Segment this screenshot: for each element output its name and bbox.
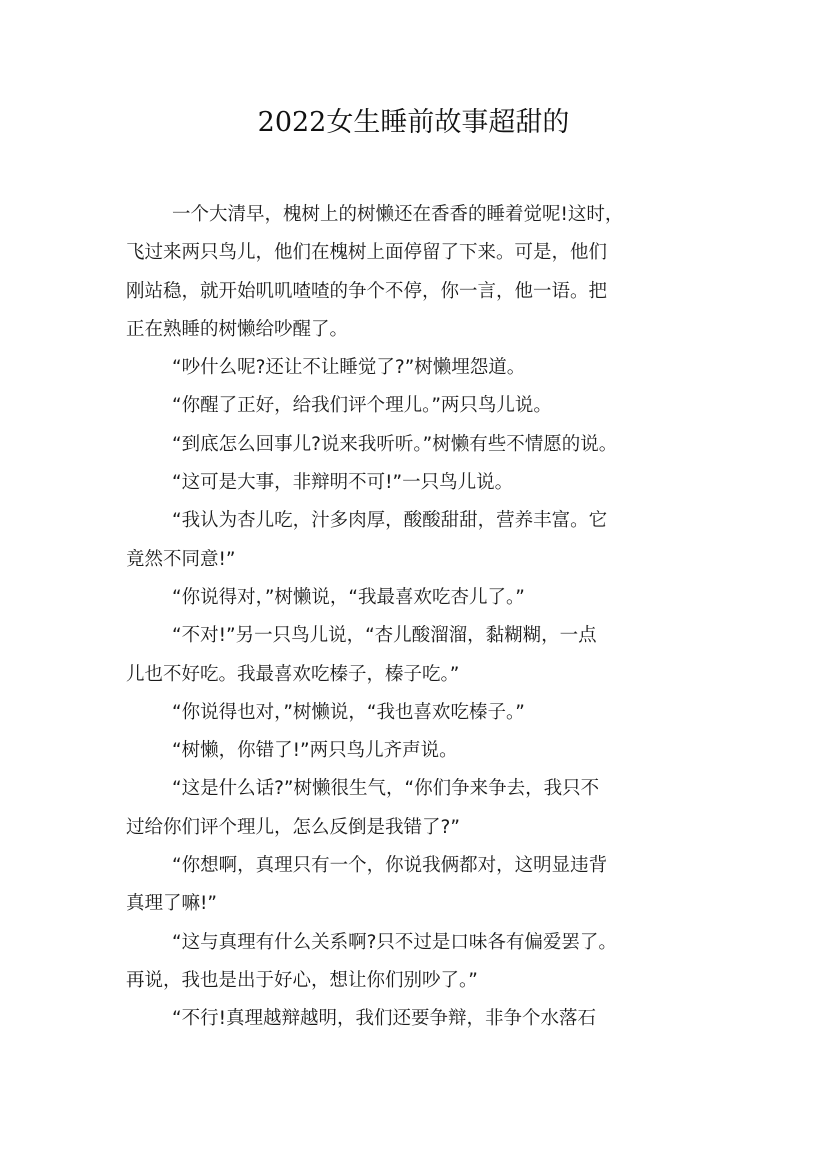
- text-line: 过给你们评个理儿，怎么反倒是我错了?”: [126, 816, 460, 838]
- text-line: “吵什么呢?还让不让睡觉了?”树懒埋怨道。: [172, 357, 526, 379]
- text-line: “你说得对，”树懒说，“我最喜欢吃杏儿了。”: [172, 586, 525, 608]
- text-line: 真理了嘛!”: [126, 893, 218, 915]
- text-line: 刚站稳，就开始叽叽喳喳的争个不停，你一言，他一语。把: [126, 280, 608, 302]
- story-body: [126, 196, 726, 1039]
- text-line: “不行!真理越辩越明，我们还要争辩，非争个水落石: [172, 1008, 597, 1030]
- text-line: “你想啊，真理只有一个，你说我俩都对，这明显违背: [172, 855, 608, 877]
- text-line: “我认为杏儿吃，汁多肉厚，酸酸甜甜，营养丰富。它: [172, 510, 608, 532]
- text-line: “到底怎么回事儿?说来我听听。”树懒有些不情愿的说。: [172, 433, 618, 455]
- text-line: “你醒了正好，给我们评个理儿。”两只鸟儿说。: [172, 395, 552, 417]
- text-line: 再说，我也是出于好心，想让你们别吵了。”: [126, 969, 478, 991]
- text-line: “这与真理有什么关系啊?只不过是口味各有偏爱罢了。: [172, 931, 617, 953]
- text-line: “不对!”另一只鸟儿说，“杏儿酸溜溜，黏糊糊，一点: [172, 625, 597, 647]
- text-line: “树懒，你错了!”两只鸟儿齐声说。: [172, 740, 458, 762]
- text-line: 一个大清早，槐树上的树懒还在香香的睡着觉呢!这时，: [172, 204, 624, 225]
- text-line: 竟然不同意!”: [126, 548, 236, 570]
- text-line: 儿也不好吃。我最喜欢吃榛子，榛子吃。”: [126, 663, 460, 685]
- text-line: 正在熟睡的树懒给吵醒了。: [126, 318, 349, 340]
- text-line: “你说得也对，”树懒说，“我也喜欢吃榛子。”: [172, 701, 525, 723]
- text-line: 飞过来两只鸟儿，他们在槐树上面停留了下来。可是，他们: [126, 242, 608, 264]
- document-title: 2022女生睡前故事超甜的: [257, 107, 570, 138]
- text-line: “这可是大事，非辩明不可!”一只鸟儿说。: [172, 472, 514, 494]
- text-line: “这是什么话?”树懒很生气，“你们争来争去，我只不: [172, 778, 600, 800]
